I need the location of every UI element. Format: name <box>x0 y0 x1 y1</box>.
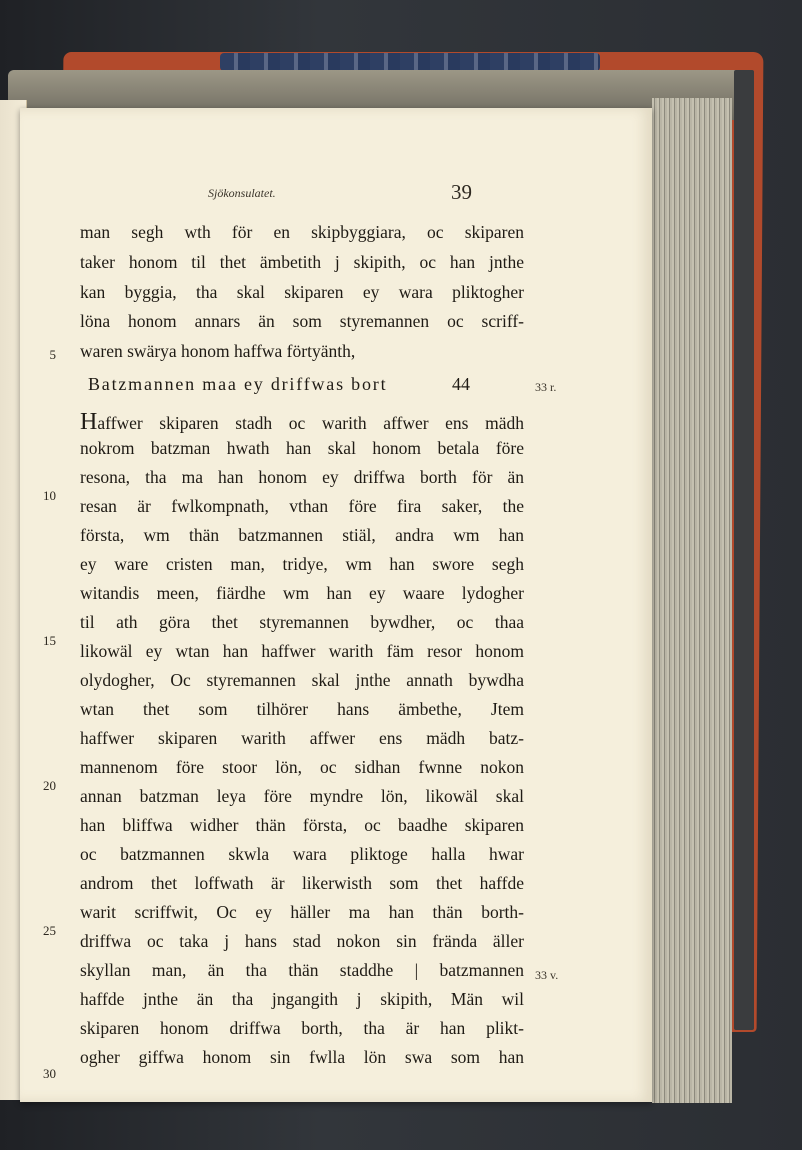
text-line: första, wm thän batzmannen stiäl, andra wm han <box>80 525 524 545</box>
text-line-first <box>80 410 524 434</box>
text-line: androm thet loffwath är likerwisth som thet haffde <box>80 873 524 893</box>
first-line-text: affwer skiparen stadh oc warith affwer ens mädh <box>97 413 524 433</box>
text-line: ogher giffwa honom sin fwlla lön swa som han <box>80 1047 524 1067</box>
text-line: wtan thet som tilhörer hans ämbethe, Jtem <box>80 699 524 719</box>
text-line: driffwa oc taka j hans stad nokon sin frända äller <box>80 931 524 951</box>
text-line: oc batzmannen skwla wara pliktoge halla hwar <box>80 844 524 864</box>
text-line: han bliffwa widher thän första, oc baadhe skiparen <box>80 815 524 835</box>
line-number: 20 <box>43 778 56 793</box>
text-line: waren swärya honom haffwa förtyänth, <box>80 341 356 361</box>
text-line: likowäl ey wtan han haffwer warith fäm resor honom <box>80 641 524 661</box>
text-line: skyllan man, än tha thän staddhe | batzmannen <box>80 960 524 980</box>
text-line: nokrom batzman hwath han skal honom betala före <box>80 438 524 458</box>
margin-folio: 33 v. <box>535 968 559 982</box>
book-spine <box>734 70 754 1030</box>
line-number: 15 <box>43 633 56 648</box>
text-line: witandis meen, fiärdhe wm han ey waare lydogher <box>80 583 524 603</box>
text-line: kan byggia, tha skal skiparen ey wara pliktogher <box>80 282 524 302</box>
text-line: man segh wth för en skipbyggiara, oc skiparen <box>80 222 524 242</box>
text-line: haffwer skiparen warith affwer ens mädh batz- <box>80 728 524 748</box>
book-spine-band <box>220 53 600 71</box>
page-number: 39 <box>451 180 472 204</box>
text-line: mannenom före stoor lön, oc sidhan fwnne nokon <box>80 757 524 777</box>
text-line: annan batzman leya före myndre lön, likowäl skal <box>80 786 524 806</box>
text-line: olydogher, Oc styremannen skal jnthe annath bywdha <box>80 670 524 690</box>
running-head: Sjökonsulatet. <box>208 186 276 200</box>
text-line: taker honom til thet ämbetith j skipith, oc han jnthe <box>80 252 524 272</box>
initial-letter: H <box>80 409 98 435</box>
line-number: 5 <box>49 347 56 362</box>
line-number: 10 <box>43 488 56 503</box>
text-line: resan är fwlkompnath, vthan före fira saker, the <box>80 496 524 516</box>
page-fore-edge <box>652 98 732 1103</box>
text-line: resona, tha ma han honom ey driffwa borth för än <box>80 467 524 487</box>
text-line: skiparen honom driffwa borth, tha är han plikt- <box>80 1018 524 1038</box>
line-number: 30 <box>43 1066 56 1081</box>
text-line: löna honom annars än som styremannen oc scriff- <box>80 311 524 331</box>
margin-folio: 33 r. <box>535 380 557 394</box>
text-line: haffde jnthe än tha jngangith j skipith, Män wil <box>80 989 524 1009</box>
text-line: til ath göra thet styremannen bywdher, oc thaa <box>80 612 524 632</box>
section-heading: Batzmannen maa ey driffwas bort <box>88 374 388 394</box>
text-line: warit scriffwit, Oc ey häller ma han thän borth- <box>80 902 524 922</box>
section-number: 44 <box>452 374 470 394</box>
line-number: 25 <box>43 923 56 938</box>
text-line: ey ware cristen man, tridye, wm han swore segh <box>80 554 524 574</box>
